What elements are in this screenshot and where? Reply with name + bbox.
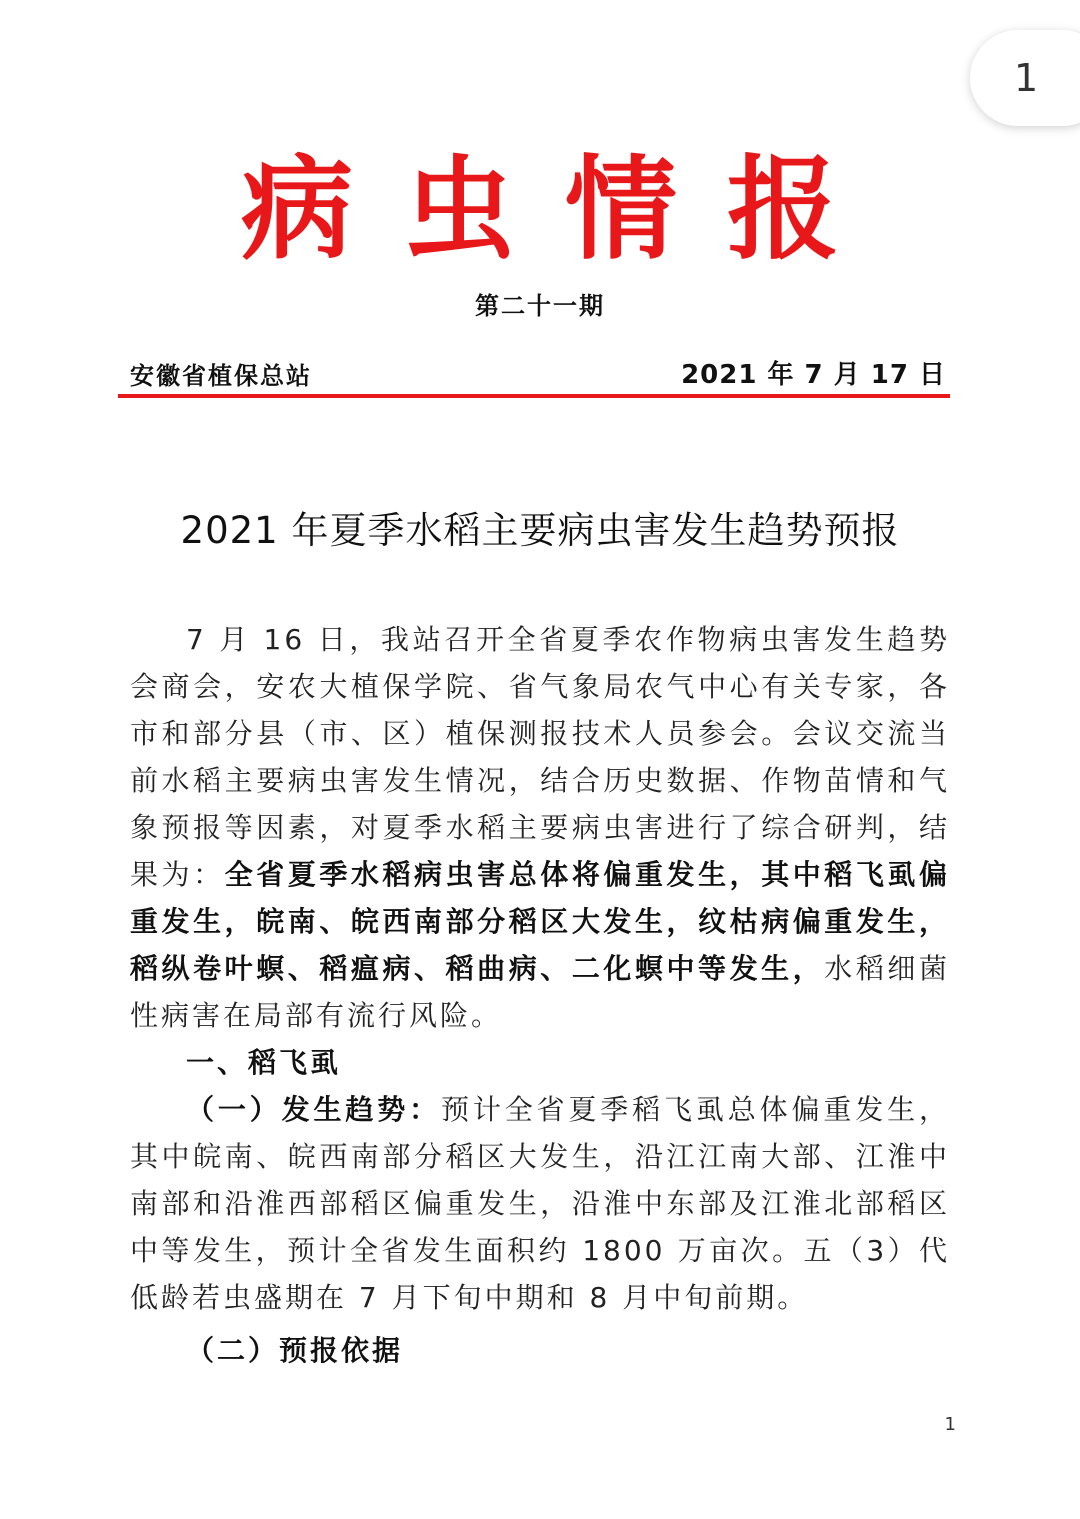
intro-tail: 水稻细菌性病害在局部有流行风险。	[130, 952, 950, 1032]
masthead-title: 病虫情报	[241, 144, 889, 275]
trend-paragraph	[130, 1086, 950, 1321]
page-indicator-number: 1	[1014, 56, 1039, 100]
trend-text: 预计全省夏季稻飞虱总体偏重发生，其中皖南、皖西南部分稻区大发生，沿江江南大部、江淮中南部和沿淮西部稻区偏重发生，沿淮中东部及江淮北部稻区中等发生，预计全省发生面积约 1800 万亩次。五（3）代低龄若虫盛期在 7 月下旬中期和 8 月中旬前期。	[130, 1093, 950, 1314]
intro-paragraph	[130, 616, 950, 1039]
page-indicator-badge	[970, 30, 1080, 126]
issuer-name: 安徽省植保总站	[130, 362, 312, 390]
document-title: 2021 年夏季水稻主要病虫害发生趋势预报	[180, 509, 900, 552]
issue-number: 第二十一期	[475, 292, 605, 320]
subsection-heading-basis: （二）预报依据	[186, 1334, 404, 1367]
section-heading-planthopper: 一、稻飞虱	[186, 1046, 342, 1079]
masthead-divider	[118, 394, 950, 398]
document-body	[130, 616, 950, 1374]
issue-date: 2021 年 7 月 17 日	[681, 360, 946, 390]
intro-conclusion-bold: 全省夏季水稻病虫害总体将偏重发生，其中稻飞虱偏重发生，皖南、皖西南部分稻区大发生，纹枯病偏重发生，稻纵卷叶螟、稻瘟病、稻曲病、二化螟中等发生，	[130, 858, 950, 985]
trend-label: （一）发生趋势：	[186, 1093, 441, 1126]
footer-page-number: 1	[944, 1414, 956, 1435]
intro-text: 7 月 16 日，我站召开全省夏季农作物病虫害发生趋势会商会，安农大植保学院、省气象局农气中心有关专家，各市和部分县（市、区）植保测报技术人员参会。会议交流当前水稻主要病虫害发生情况，结合历史数据、作物苗情和气象预报等因素，对夏季水稻主要病虫害进行了综合研判，结果为：	[130, 623, 950, 891]
